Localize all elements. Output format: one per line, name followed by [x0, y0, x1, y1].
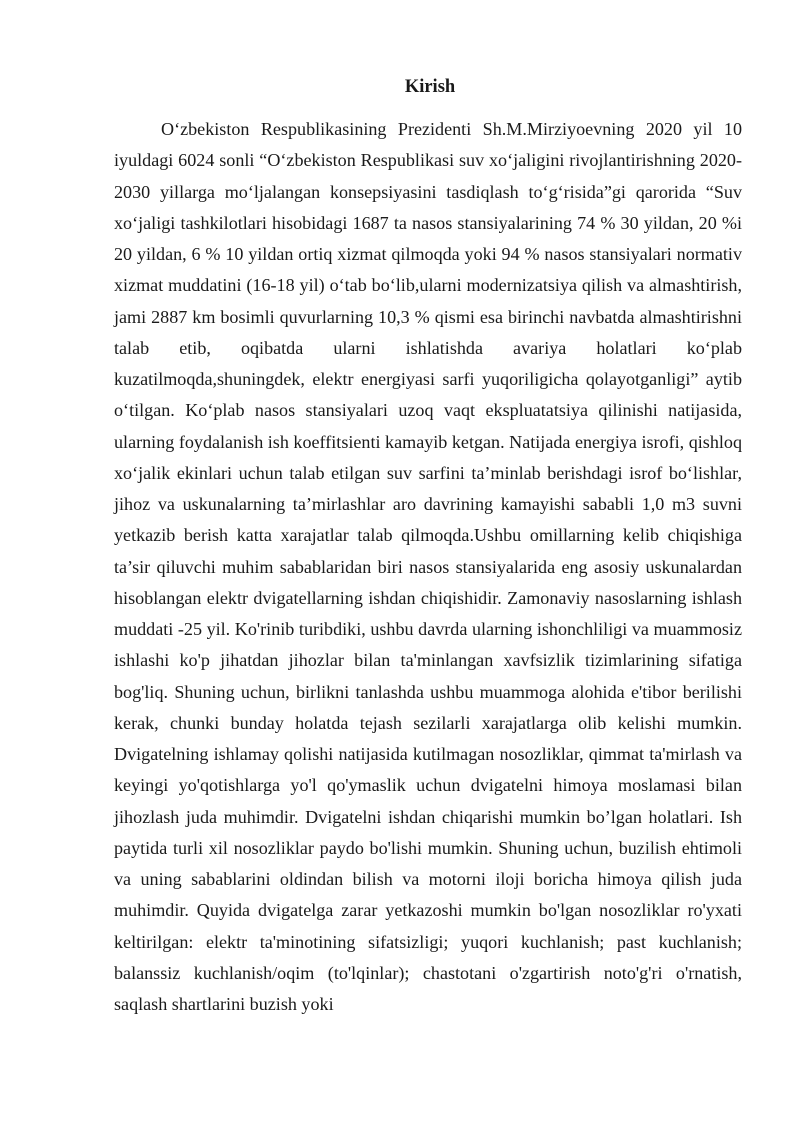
page-title: Kirish — [404, 77, 456, 97]
body-paragraph: O‘zbekiston Respublikasining Prezidenti Sh.M.Mirziyoevning 2020 yil 10 iyuldagi 6024 sonli “O‘zbekiston Respublikasi suv xo‘jaligini rivojlantirishning 2020-2030 yillarga mo‘ljalangan konsepsiyasini tasdiqlash to‘g‘risida”gi qarorida “Suv xo‘jaligi tashkilotlari hisobidagi 1687 ta nasos stansiyalarining 74 % 30 yildan, 20 %i 20 yildan, 6 % 10 yildan ortiq xizmat qilmoqda yoki 94 % nasos stansiyalari normativ xizmat muddatini (16-18 yil) o‘tab bo‘lib,ularni modernizatsiya qilish va almashtirish, jami 2887 km bosimli quvurlarning 10,3 % qismi esa birinchi navbatda almashtirishni talab etib, oqibatda ularni ishlatishda avariya holatlari ko‘plab kuzatilmoqda,shuningdek, elektr energiyasi sarfi yuqoriligicha qolayotganligi” aytib o‘tilgan. Ko‘plab nasos stansiyalari uzoq vaqt ekspluatatsiya qilinishi natijasida, ularning foydalanish ish koeffitsienti kamayib ketgan. Natijada energiya isrofi, qishloq xo‘jalik ekinlari uchun talab etilgan suv sarfini ta’minlab berishdagi isrof bo‘lishlar, jihoz va uskunalarning ta’mirlashlar aro davrining kamayishi sababli 1,0 m3 suvni yetkazib berish katta xarajatlar talab qilmoqda.Ushbu omillarning kelib chiqishiga ta’sir qiluvchi muhim sabablaridan biri nasos stansiyalarida eng asosiy uskunalardan hisoblangan elektr dvigatellarning ishdan chiqishidir. Zamonaviy nasoslarning ishlash muddati -25 yil. Ko'rinib turibdiki, ushbu davrda ularning ishonchliligi va muammosiz ishlashi ko'p jihatdan jihozlar bilan ta'minlangan xavfsizlik tizimlarining sifatiga bog'liq. Shuning uchun, birlikni tanlashda ushbu muammoga alohida e'tibor berilishi kerak, chunki bunday holatda tejash sezilarli xarajatlarga olib kelishi mumkin. Dvigatelning ishlamay qolishi natijasida kutilmagan nosozliklar, qimmat ta'mirlash va keyingi yo'qotishlarga yo'l qo'ymaslik uchun dvigatelni himoya moslamasi bilan jihozlash juda muhimdir. Dvigatelni ishdan chiqarishi mumkin bo’lgan holatlari. Ish paytida turli xil nosozliklar paydo bo'lishi mumkin. Shuning uchun, buzilish ehtimoli va uning sabablarini oldindan bilish va motorni iloji boricha himoya qilish juda muhimdir. Quyida dvigatelga zarar yetkazoshi mumkin bo'lgan nosozliklar ro'yxati keltirilgan: elektr ta'minotining sifatsizligi; yuqori kuchlanish; past kuchlanish; balanssiz kuchlanish/oqim (to'lqinlar); chastotani o'zgartirish noto'g'ri o'rnatish, saqlash shartlarini buzish yoki — [114, 119, 742, 1014]
